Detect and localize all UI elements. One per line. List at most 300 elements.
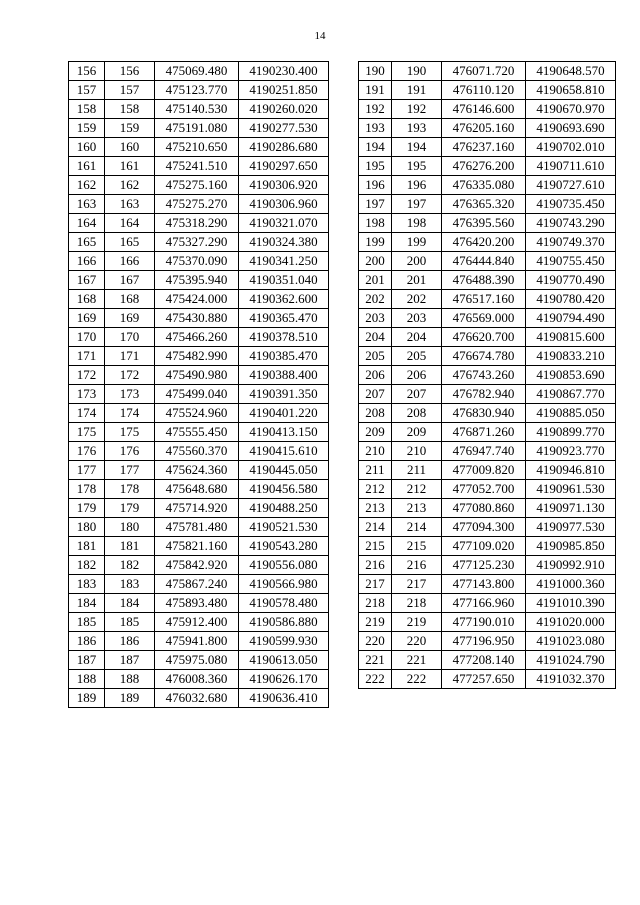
point-id-cell: 179 [105, 499, 155, 518]
point-number-cell: 206 [359, 366, 392, 385]
point-number-cell: 200 [359, 252, 392, 271]
point-number-cell: 175 [69, 423, 105, 442]
y-coordinate-cell: 4191032.370 [526, 670, 616, 689]
table-row [69, 442, 329, 461]
y-coordinate-cell: 4190251.850 [239, 81, 329, 100]
table-row [359, 556, 616, 575]
point-id-cell: 187 [105, 651, 155, 670]
point-id-cell: 171 [105, 347, 155, 366]
point-number-cell: 163 [69, 195, 105, 214]
point-number-cell: 211 [359, 461, 392, 480]
point-number-cell: 197 [359, 195, 392, 214]
coordinate-table-left [68, 61, 329, 708]
point-id-cell: 196 [392, 176, 442, 195]
table-row [359, 62, 616, 81]
y-coordinate-cell: 4190636.410 [239, 689, 329, 708]
y-coordinate-cell: 4190456.580 [239, 480, 329, 499]
y-coordinate-cell: 4190735.450 [526, 195, 616, 214]
table-row [359, 157, 616, 176]
point-id-cell: 205 [392, 347, 442, 366]
point-id-cell: 159 [105, 119, 155, 138]
x-coordinate-cell: 476569.000 [442, 309, 526, 328]
point-number-cell: 194 [359, 138, 392, 157]
point-number-cell: 196 [359, 176, 392, 195]
x-coordinate-cell: 475893.480 [155, 594, 239, 613]
y-coordinate-cell: 4190556.080 [239, 556, 329, 575]
y-coordinate-cell: 4190378.510 [239, 328, 329, 347]
y-coordinate-cell: 4190578.480 [239, 594, 329, 613]
point-id-cell: 207 [392, 385, 442, 404]
point-number-cell: 215 [359, 537, 392, 556]
x-coordinate-cell: 476674.780 [442, 347, 526, 366]
point-id-cell: 164 [105, 214, 155, 233]
point-number-cell: 205 [359, 347, 392, 366]
point-id-cell: 206 [392, 366, 442, 385]
y-coordinate-cell: 4190391.350 [239, 385, 329, 404]
point-id-cell: 197 [392, 195, 442, 214]
point-number-cell: 210 [359, 442, 392, 461]
table-row [69, 594, 329, 613]
y-coordinate-cell: 4190670.970 [526, 100, 616, 119]
table-row [359, 195, 616, 214]
y-coordinate-cell: 4190770.490 [526, 271, 616, 290]
point-id-cell: 192 [392, 100, 442, 119]
table-row [69, 670, 329, 689]
point-id-cell: 186 [105, 632, 155, 651]
x-coordinate-cell: 475395.940 [155, 271, 239, 290]
point-number-cell: 222 [359, 670, 392, 689]
point-id-cell: 188 [105, 670, 155, 689]
point-id-cell: 175 [105, 423, 155, 442]
point-number-cell: 214 [359, 518, 392, 537]
point-number-cell: 213 [359, 499, 392, 518]
coordinate-table-right [358, 61, 616, 689]
x-coordinate-cell: 476071.720 [442, 62, 526, 81]
point-number-cell: 173 [69, 385, 105, 404]
table-row [69, 176, 329, 195]
x-coordinate-cell: 475466.260 [155, 328, 239, 347]
point-number-cell: 218 [359, 594, 392, 613]
table-row [69, 214, 329, 233]
point-id-cell: 201 [392, 271, 442, 290]
y-coordinate-cell: 4190362.600 [239, 290, 329, 309]
point-number-cell: 182 [69, 556, 105, 575]
table-row [69, 423, 329, 442]
y-coordinate-cell: 4190351.040 [239, 271, 329, 290]
y-coordinate-cell: 4190306.960 [239, 195, 329, 214]
point-id-cell: 161 [105, 157, 155, 176]
point-number-cell: 195 [359, 157, 392, 176]
y-coordinate-cell: 4190867.770 [526, 385, 616, 404]
table-row [69, 328, 329, 347]
y-coordinate-cell: 4190885.050 [526, 404, 616, 423]
y-coordinate-cell: 4190780.420 [526, 290, 616, 309]
y-coordinate-cell: 4190586.880 [239, 613, 329, 632]
y-coordinate-cell: 4190985.850 [526, 537, 616, 556]
table-row [359, 81, 616, 100]
table-row [359, 385, 616, 404]
point-number-cell: 216 [359, 556, 392, 575]
point-id-cell: 157 [105, 81, 155, 100]
y-coordinate-cell: 4190961.530 [526, 480, 616, 499]
point-number-cell: 190 [359, 62, 392, 81]
point-number-cell: 157 [69, 81, 105, 100]
point-number-cell: 188 [69, 670, 105, 689]
point-number-cell: 156 [69, 62, 105, 81]
x-coordinate-cell: 475318.290 [155, 214, 239, 233]
point-id-cell: 214 [392, 518, 442, 537]
point-id-cell: 182 [105, 556, 155, 575]
x-coordinate-cell: 475912.400 [155, 613, 239, 632]
point-id-cell: 185 [105, 613, 155, 632]
table-row [359, 499, 616, 518]
x-coordinate-cell: 476782.940 [442, 385, 526, 404]
x-coordinate-cell: 475624.360 [155, 461, 239, 480]
x-coordinate-cell: 476517.160 [442, 290, 526, 309]
table-row [359, 119, 616, 138]
x-coordinate-cell: 476620.700 [442, 328, 526, 347]
x-coordinate-cell: 477080.860 [442, 499, 526, 518]
table-row [69, 632, 329, 651]
point-id-cell: 212 [392, 480, 442, 499]
point-number-cell: 207 [359, 385, 392, 404]
table-row [69, 556, 329, 575]
point-id-cell: 163 [105, 195, 155, 214]
y-coordinate-cell: 4191000.360 [526, 575, 616, 594]
x-coordinate-cell: 475975.080 [155, 651, 239, 670]
x-coordinate-cell: 477166.960 [442, 594, 526, 613]
y-coordinate-cell: 4190946.810 [526, 461, 616, 480]
point-id-cell: 156 [105, 62, 155, 81]
x-coordinate-cell: 475241.510 [155, 157, 239, 176]
point-number-cell: 184 [69, 594, 105, 613]
table-row [69, 290, 329, 309]
point-id-cell: 183 [105, 575, 155, 594]
x-coordinate-cell: 476365.320 [442, 195, 526, 214]
point-id-cell: 181 [105, 537, 155, 556]
x-coordinate-cell: 477190.010 [442, 613, 526, 632]
point-number-cell: 209 [359, 423, 392, 442]
x-coordinate-cell: 477009.820 [442, 461, 526, 480]
y-coordinate-cell: 4190599.930 [239, 632, 329, 651]
point-id-cell: 216 [392, 556, 442, 575]
point-id-cell: 199 [392, 233, 442, 252]
point-number-cell: 202 [359, 290, 392, 309]
table-row [69, 385, 329, 404]
x-coordinate-cell: 475140.530 [155, 100, 239, 119]
table-row [359, 138, 616, 157]
x-coordinate-cell: 475123.770 [155, 81, 239, 100]
table-row [69, 195, 329, 214]
table-row [69, 157, 329, 176]
point-number-cell: 191 [359, 81, 392, 100]
point-number-cell: 166 [69, 252, 105, 271]
point-id-cell: 213 [392, 499, 442, 518]
point-number-cell: 167 [69, 271, 105, 290]
table-row [69, 138, 329, 157]
point-number-cell: 160 [69, 138, 105, 157]
point-number-cell: 193 [359, 119, 392, 138]
y-coordinate-cell: 4190977.530 [526, 518, 616, 537]
y-coordinate-cell: 4190415.610 [239, 442, 329, 461]
table-row [359, 575, 616, 594]
point-number-cell: 217 [359, 575, 392, 594]
table-row [69, 404, 329, 423]
y-coordinate-cell: 4190743.290 [526, 214, 616, 233]
point-id-cell: 172 [105, 366, 155, 385]
point-id-cell: 200 [392, 252, 442, 271]
table-row [359, 613, 616, 632]
point-number-cell: 198 [359, 214, 392, 233]
x-coordinate-cell: 476830.940 [442, 404, 526, 423]
point-id-cell: 177 [105, 461, 155, 480]
y-coordinate-cell: 4190727.610 [526, 176, 616, 195]
y-coordinate-cell: 4190521.530 [239, 518, 329, 537]
point-number-cell: 212 [359, 480, 392, 499]
x-coordinate-cell: 477125.230 [442, 556, 526, 575]
x-coordinate-cell: 476032.680 [155, 689, 239, 708]
point-id-cell: 194 [392, 138, 442, 157]
point-number-cell: 177 [69, 461, 105, 480]
table-row [69, 233, 329, 252]
point-id-cell: 209 [392, 423, 442, 442]
x-coordinate-cell: 476420.200 [442, 233, 526, 252]
point-id-cell: 193 [392, 119, 442, 138]
table-row [359, 290, 616, 309]
x-coordinate-cell: 476237.160 [442, 138, 526, 157]
y-coordinate-cell: 4190445.050 [239, 461, 329, 480]
y-coordinate-cell: 4190385.470 [239, 347, 329, 366]
table-row [69, 689, 329, 708]
point-id-cell: 217 [392, 575, 442, 594]
y-coordinate-cell: 4190230.400 [239, 62, 329, 81]
point-id-cell: 203 [392, 309, 442, 328]
point-number-cell: 183 [69, 575, 105, 594]
x-coordinate-cell: 476488.390 [442, 271, 526, 290]
x-coordinate-cell: 475499.040 [155, 385, 239, 404]
point-number-cell: 161 [69, 157, 105, 176]
point-number-cell: 170 [69, 328, 105, 347]
x-coordinate-cell: 475327.290 [155, 233, 239, 252]
table-row [69, 309, 329, 328]
point-number-cell: 178 [69, 480, 105, 499]
point-id-cell: 174 [105, 404, 155, 423]
x-coordinate-cell: 475069.480 [155, 62, 239, 81]
x-coordinate-cell: 475482.990 [155, 347, 239, 366]
x-coordinate-cell: 477109.020 [442, 537, 526, 556]
x-coordinate-cell: 475191.080 [155, 119, 239, 138]
point-id-cell: 170 [105, 328, 155, 347]
y-coordinate-cell: 4190693.690 [526, 119, 616, 138]
table-row [359, 252, 616, 271]
table-row [69, 613, 329, 632]
point-id-cell: 191 [392, 81, 442, 100]
y-coordinate-cell: 4190401.220 [239, 404, 329, 423]
x-coordinate-cell: 476444.840 [442, 252, 526, 271]
table-row [359, 651, 616, 670]
y-coordinate-cell: 4190755.450 [526, 252, 616, 271]
point-number-cell: 221 [359, 651, 392, 670]
x-coordinate-cell: 475490.980 [155, 366, 239, 385]
table-row [359, 328, 616, 347]
table-row [359, 366, 616, 385]
point-number-cell: 174 [69, 404, 105, 423]
table-row [69, 461, 329, 480]
table-row [69, 537, 329, 556]
y-coordinate-cell: 4190992.910 [526, 556, 616, 575]
x-coordinate-cell: 476947.740 [442, 442, 526, 461]
x-coordinate-cell: 476276.200 [442, 157, 526, 176]
y-coordinate-cell: 4190365.470 [239, 309, 329, 328]
x-coordinate-cell: 476110.120 [442, 81, 526, 100]
point-id-cell: 215 [392, 537, 442, 556]
point-id-cell: 166 [105, 252, 155, 271]
x-coordinate-cell: 475275.160 [155, 176, 239, 195]
point-number-cell: 199 [359, 233, 392, 252]
x-coordinate-cell: 477094.300 [442, 518, 526, 537]
table-row [69, 518, 329, 537]
point-id-cell: 180 [105, 518, 155, 537]
y-coordinate-cell: 4190971.130 [526, 499, 616, 518]
x-coordinate-cell: 475555.450 [155, 423, 239, 442]
point-id-cell: 173 [105, 385, 155, 404]
point-id-cell: 198 [392, 214, 442, 233]
x-coordinate-cell: 477052.700 [442, 480, 526, 499]
table-row [69, 480, 329, 499]
x-coordinate-cell: 476743.260 [442, 366, 526, 385]
point-id-cell: 162 [105, 176, 155, 195]
x-coordinate-cell: 475821.160 [155, 537, 239, 556]
x-coordinate-cell: 477208.140 [442, 651, 526, 670]
x-coordinate-cell: 475648.680 [155, 480, 239, 499]
table-row [69, 347, 329, 366]
x-coordinate-cell: 475424.000 [155, 290, 239, 309]
point-number-cell: 192 [359, 100, 392, 119]
x-coordinate-cell: 475781.480 [155, 518, 239, 537]
x-coordinate-cell: 476008.360 [155, 670, 239, 689]
point-id-cell: 169 [105, 309, 155, 328]
y-coordinate-cell: 4190899.770 [526, 423, 616, 442]
point-number-cell: 176 [69, 442, 105, 461]
table-row [359, 271, 616, 290]
y-coordinate-cell: 4190306.920 [239, 176, 329, 195]
table-row [359, 442, 616, 461]
point-number-cell: 180 [69, 518, 105, 537]
x-coordinate-cell: 476871.260 [442, 423, 526, 442]
x-coordinate-cell: 475275.270 [155, 195, 239, 214]
table-row [69, 252, 329, 271]
point-id-cell: 202 [392, 290, 442, 309]
y-coordinate-cell: 4190815.600 [526, 328, 616, 347]
point-number-cell: 208 [359, 404, 392, 423]
y-coordinate-cell: 4190388.400 [239, 366, 329, 385]
table-row [359, 233, 616, 252]
point-number-cell: 186 [69, 632, 105, 651]
y-coordinate-cell: 4191020.000 [526, 613, 616, 632]
table-row [359, 537, 616, 556]
x-coordinate-cell: 475941.800 [155, 632, 239, 651]
y-coordinate-cell: 4190260.020 [239, 100, 329, 119]
y-coordinate-cell: 4190923.770 [526, 442, 616, 461]
x-coordinate-cell: 477143.800 [442, 575, 526, 594]
y-coordinate-cell: 4190413.150 [239, 423, 329, 442]
point-id-cell: 208 [392, 404, 442, 423]
table-row [359, 100, 616, 119]
table-row [69, 119, 329, 138]
table-row [359, 480, 616, 499]
y-coordinate-cell: 4190543.280 [239, 537, 329, 556]
x-coordinate-cell: 475714.920 [155, 499, 239, 518]
point-number-cell: 162 [69, 176, 105, 195]
y-coordinate-cell: 4190324.380 [239, 233, 329, 252]
table-row [359, 214, 616, 233]
table-row [69, 499, 329, 518]
point-id-cell: 195 [392, 157, 442, 176]
y-coordinate-cell: 4190794.490 [526, 309, 616, 328]
point-number-cell: 204 [359, 328, 392, 347]
point-id-cell: 211 [392, 461, 442, 480]
y-coordinate-cell: 4191024.790 [526, 651, 616, 670]
y-coordinate-cell: 4190566.980 [239, 575, 329, 594]
table-row [359, 176, 616, 195]
y-coordinate-cell: 4190277.530 [239, 119, 329, 138]
table-row [359, 423, 616, 442]
y-coordinate-cell: 4191010.390 [526, 594, 616, 613]
page-number: 14 [314, 30, 326, 42]
x-coordinate-cell: 477257.650 [442, 670, 526, 689]
point-number-cell: 172 [69, 366, 105, 385]
x-coordinate-cell: 475370.090 [155, 252, 239, 271]
point-id-cell: 190 [392, 62, 442, 81]
y-coordinate-cell: 4190658.810 [526, 81, 616, 100]
y-coordinate-cell: 4190626.170 [239, 670, 329, 689]
point-number-cell: 219 [359, 613, 392, 632]
y-coordinate-cell: 4190286.680 [239, 138, 329, 157]
y-coordinate-cell: 4190711.610 [526, 157, 616, 176]
point-number-cell: 181 [69, 537, 105, 556]
x-coordinate-cell: 476395.560 [442, 214, 526, 233]
x-coordinate-cell: 475524.960 [155, 404, 239, 423]
y-coordinate-cell: 4190321.070 [239, 214, 329, 233]
y-coordinate-cell: 4190648.570 [526, 62, 616, 81]
point-id-cell: 176 [105, 442, 155, 461]
x-coordinate-cell: 476146.600 [442, 100, 526, 119]
table-row [359, 594, 616, 613]
y-coordinate-cell: 4191023.080 [526, 632, 616, 651]
point-id-cell: 210 [392, 442, 442, 461]
point-number-cell: 220 [359, 632, 392, 651]
point-id-cell: 218 [392, 594, 442, 613]
point-id-cell: 167 [105, 271, 155, 290]
table-row [69, 575, 329, 594]
point-number-cell: 164 [69, 214, 105, 233]
y-coordinate-cell: 4190613.050 [239, 651, 329, 670]
y-coordinate-cell: 4190853.690 [526, 366, 616, 385]
table-row [359, 632, 616, 651]
x-coordinate-cell: 476335.080 [442, 176, 526, 195]
y-coordinate-cell: 4190488.250 [239, 499, 329, 518]
point-number-cell: 187 [69, 651, 105, 670]
y-coordinate-cell: 4190297.650 [239, 157, 329, 176]
point-id-cell: 204 [392, 328, 442, 347]
point-number-cell: 158 [69, 100, 105, 119]
x-coordinate-cell: 475430.880 [155, 309, 239, 328]
point-number-cell: 171 [69, 347, 105, 366]
point-id-cell: 178 [105, 480, 155, 499]
point-number-cell: 185 [69, 613, 105, 632]
point-id-cell: 219 [392, 613, 442, 632]
table-row [69, 271, 329, 290]
